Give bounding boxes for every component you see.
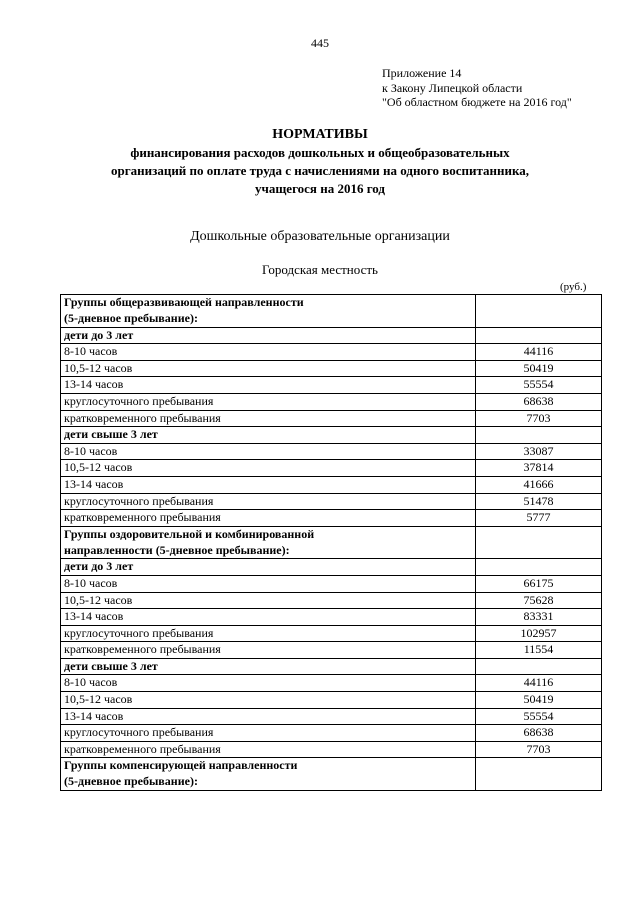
section-title: Дошкольные образовательные организации	[190, 229, 450, 244]
row-label: 13-14 часов	[61, 609, 476, 626]
title-line: финансирования расходов дошкольных и общеобразовательных	[130, 145, 510, 160]
row-value: 66175	[476, 575, 602, 592]
row-value: 5777	[476, 510, 602, 527]
empty-cell	[476, 327, 602, 344]
age-group-row	[61, 427, 602, 444]
row-value: 102957	[476, 625, 602, 642]
row-label: кратковременного пребывания	[61, 741, 476, 758]
table-row	[61, 377, 602, 394]
row-label: круглосуточного пребывания	[61, 393, 476, 410]
table-row	[61, 741, 602, 758]
table-row	[61, 592, 602, 609]
row-label: кратковременного пребывания	[61, 410, 476, 427]
norms-table	[60, 294, 602, 791]
row-value: 33087	[476, 443, 602, 460]
empty-cell	[476, 295, 602, 328]
age-group-title: дети до 3 лет	[61, 559, 476, 576]
appendix-line: "Об областном бюджете на 2016 год"	[382, 95, 572, 109]
empty-cell	[476, 427, 602, 444]
age-group-title: дети до 3 лет	[61, 327, 476, 344]
row-label: 13-14 часов	[61, 476, 476, 493]
row-value: 83331	[476, 609, 602, 626]
group-header-line: направленности (5-дневное пребывание):	[64, 542, 290, 557]
table-row	[61, 344, 602, 361]
group-header-line: (5-дневное пребывание):	[64, 774, 198, 789]
table-row	[61, 675, 602, 692]
row-value: 44116	[476, 344, 602, 361]
group-header	[61, 526, 476, 559]
table-row	[61, 393, 602, 410]
group-header-line: (5-дневное пребывание):	[64, 310, 198, 325]
age-group-row	[61, 559, 602, 576]
title-line: учащегося на 2016 год	[255, 181, 385, 196]
table-row	[61, 460, 602, 477]
row-label: 10,5-12 часов	[61, 692, 476, 709]
row-label: 10,5-12 часов	[61, 592, 476, 609]
row-label: круглосуточного пребывания	[61, 725, 476, 742]
table-row	[61, 708, 602, 725]
table-row	[61, 609, 602, 626]
age-group-row	[61, 327, 602, 344]
row-value: 50419	[476, 360, 602, 377]
row-value: 50419	[476, 692, 602, 709]
table-row	[61, 575, 602, 592]
locality-heading: Городская местность	[262, 262, 378, 277]
row-value: 55554	[476, 708, 602, 725]
title-line: организаций по оплате труда с начислениями на одного воспитанника,	[110, 163, 530, 178]
row-value: 7703	[476, 741, 602, 758]
row-label: 10,5-12 часов	[61, 460, 476, 477]
row-label: круглосуточного пребывания	[61, 493, 476, 510]
group-header-line: Группы общеразвивающей направленности	[64, 295, 304, 309]
table-row	[61, 360, 602, 377]
row-value: 68638	[476, 725, 602, 742]
row-label: 13-14 часов	[61, 377, 476, 394]
document-title	[40, 126, 600, 198]
empty-cell	[476, 559, 602, 576]
table-row	[61, 510, 602, 527]
age-group-row	[61, 658, 602, 675]
empty-cell	[476, 658, 602, 675]
row-label: 8-10 часов	[61, 344, 476, 361]
row-value: 68638	[476, 393, 602, 410]
table-row	[61, 476, 602, 493]
row-value: 75628	[476, 592, 602, 609]
age-group-title: дети свыше 3 лет	[61, 658, 476, 675]
row-label: 13-14 часов	[61, 708, 476, 725]
row-label: 8-10 часов	[61, 675, 476, 692]
row-value: 7703	[476, 410, 602, 427]
age-group-title: дети свыше 3 лет	[61, 427, 476, 444]
row-value: 11554	[476, 642, 602, 659]
row-label: 8-10 часов	[61, 575, 476, 592]
row-label: круглосуточного пребывания	[61, 625, 476, 642]
group-header-line: Группы оздоровительной и комбинированной	[64, 526, 315, 541]
group-header-row	[61, 758, 602, 791]
group-header-row	[61, 295, 602, 328]
table-row	[61, 443, 602, 460]
appendix-line: Приложение 14	[382, 66, 462, 80]
group-header	[61, 295, 476, 328]
appendix-line: к Закону Липецкой области	[382, 80, 523, 95]
group-header	[61, 758, 476, 791]
table-row	[61, 642, 602, 659]
table-row	[61, 625, 602, 642]
row-label: 8-10 часов	[61, 443, 476, 460]
group-header-row	[61, 526, 602, 559]
row-value: 41666	[476, 476, 602, 493]
group-header-line: Группы компенсирующей направленности	[64, 758, 298, 773]
table-row	[61, 493, 602, 510]
table-row	[61, 692, 602, 709]
empty-cell	[476, 526, 602, 559]
appendix-note	[382, 66, 572, 110]
title-main: НОРМАТИВЫ	[272, 127, 368, 142]
row-label: кратковременного пребывания	[61, 510, 476, 527]
empty-cell	[476, 758, 602, 791]
table-row	[61, 725, 602, 742]
row-label: кратковременного пребывания	[61, 642, 476, 659]
row-value: 55554	[476, 377, 602, 394]
table-row	[61, 410, 602, 427]
row-value: 51478	[476, 493, 602, 510]
page-number: 445	[311, 36, 329, 50]
row-value: 37814	[476, 460, 602, 477]
row-value: 44116	[476, 675, 602, 692]
row-label: 10,5-12 часов	[61, 360, 476, 377]
unit-label: (руб.)	[560, 281, 587, 293]
